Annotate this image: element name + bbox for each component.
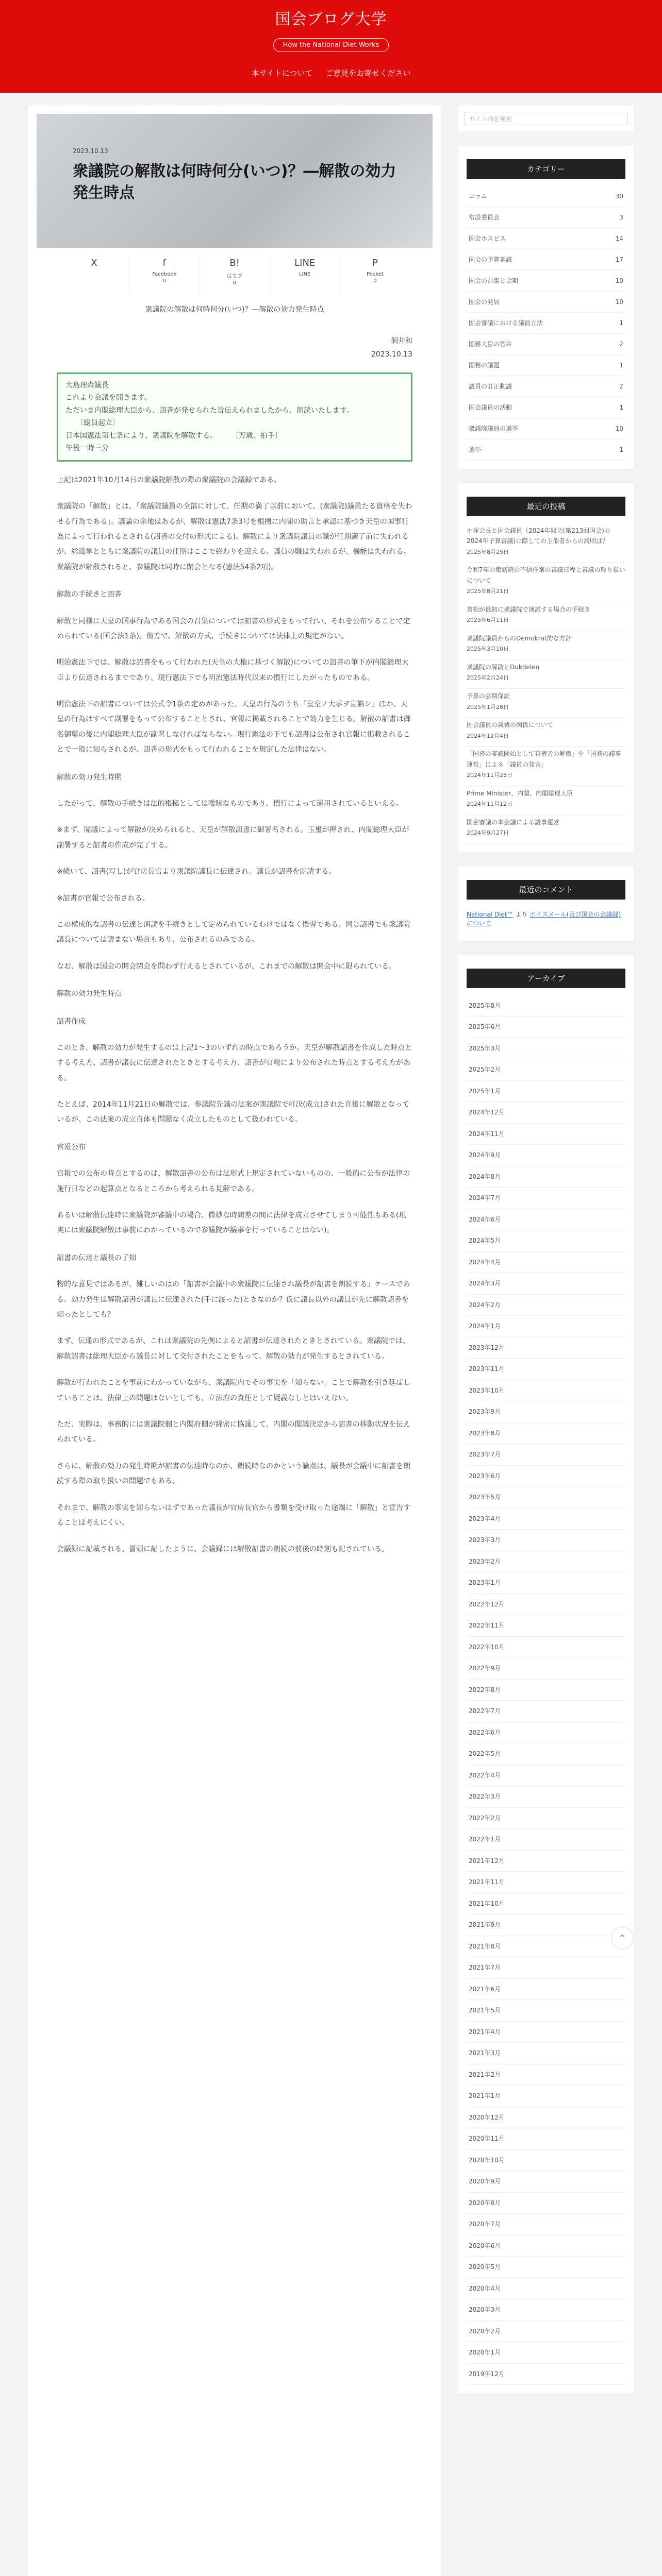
paragraph: 官報での公布の時点とするのは、解散詔書の公布は法形式上規定されていないものの、一般的に公布が法律の施行日などの起算点となるところから考えられる見解である。 <box>57 1170 410 1193</box>
paragraph: 物的な意見ではあるが、難しいのはの「詔書が会議中の衆議院に伝達され議長が詔書を朗読する」ケースである。効力発生は解散詔書が議長に伝達された(手に渡った)ときなのか？仮に議長以外の議員が先に解散詔書を知ったとしても？ <box>57 1280 410 1319</box>
share-icon: LINE <box>294 258 316 268</box>
share-button[interactable] <box>270 257 340 293</box>
recent-post-title: 首相が最初に衆議院で演説する場合の手続き <box>467 605 591 613</box>
archive-item[interactable]: 2022年9月 <box>467 1658 625 1680</box>
category-item[interactable] <box>467 249 625 270</box>
section-heading: 解散の手続きと詔書 <box>57 590 122 599</box>
paragraph: たとえば、2014年11月21日の解散では、参議院先議の法案が衆議院で可決(成立)された直後に解散となっているが、この法案の成立自体も問題なく成立したものとして扱われている。 <box>57 1100 410 1124</box>
categories-widget <box>458 146 634 469</box>
archive-item[interactable]: 2023年6月 <box>467 1466 625 1487</box>
recent-post-title: 令和7年の衆議院の不信任案の審議日程と審議の取り扱いについて <box>467 566 625 584</box>
category-name: 国務の議題 <box>469 362 500 369</box>
archive-item[interactable]: 2019年12月 <box>467 2364 625 2385</box>
share-icon: P <box>372 258 378 268</box>
category-list <box>467 186 625 461</box>
recent-post-date: 2024年11月28日 <box>467 772 512 779</box>
archive-item[interactable]: 2020年1月 <box>467 2342 625 2364</box>
archive-item[interactable]: 2020年11月 <box>467 2128 625 2150</box>
archive-item[interactable]: 2023年9月 <box>467 1401 625 1423</box>
category-item[interactable] <box>467 376 625 397</box>
share-label: Pocket <box>367 272 384 277</box>
comment-list <box>467 907 625 933</box>
byline-date: 2023.10.13 <box>371 350 412 359</box>
category-count: 1 <box>619 362 623 369</box>
archive-item[interactable]: 2022年5月 <box>467 1743 625 1765</box>
recent-post-date: 2025年8月25日 <box>467 548 509 555</box>
category-name: 国務大臣の答弁 <box>469 341 512 348</box>
paragraph: まず、伝達の形式であるが、これは衆議院の先例によると詔書が伝達されたときとされている。衆議院では、解散詔書は総理大臣から議長に対して交付されたことをもって、解散の効力が発生するとされている。 <box>57 1337 410 1361</box>
category-count: 10 <box>615 298 623 306</box>
paragraph: 上記は2021年10月14日の衆議院解散の際の衆議院の会議録である。 <box>57 476 282 484</box>
recent-post-title: 国会議員の歳費の関係について <box>467 721 553 729</box>
category-count: 30 <box>615 193 623 200</box>
recent-post-title: 国会審議の本会議による議事運営 <box>467 818 560 826</box>
recent-comments-widget <box>458 867 634 941</box>
archive-item[interactable]: 2024年4月 <box>467 1252 625 1274</box>
category-name: コラム <box>469 193 487 200</box>
comment-post-link[interactable]: ボイスメール(及び国会の会議録)について <box>467 910 621 927</box>
nav-item-feedback[interactable]: ご意見をお寄せください <box>325 69 411 78</box>
recent-post-item[interactable] <box>467 660 625 689</box>
category-name: 常設委員会 <box>469 214 500 221</box>
archive-item[interactable]: 2021年6月 <box>467 1979 625 2001</box>
archive-item[interactable]: 2025年2月 <box>467 1059 625 1081</box>
paragraph: 衆議院の「解散」とは、「衆議院議員の全部に対して、任期の満了以前において、(衆議院)議員たる資格を失わせる行為である」。議論の余地はあるが、解散は憲法7条3号を根拠に内閣の助言と承認に基づき天皇の国事行為によって行われるとされる(詔書の交付の形式による)。解散により衆議院議員の職が任期満了前に失われるが、総選挙とともに衆議院の議員の任期はここで終わりを迎える。議員の職は失われるが、機能は失われる。衆議院が解散されると、参議院は同時に閉会となる(憲法54条2項)。 <box>57 502 412 571</box>
archive-item[interactable]: 2022年2月 <box>467 1808 625 1829</box>
paragraph: ※続いて、詔書(写し)が官房長官より衆議院議長に伝達され、議長が詔書を朗読する。 <box>57 868 336 876</box>
article-paragraphs <box>57 473 412 1557</box>
archive-item[interactable]: 2024年11月 <box>467 1124 625 1145</box>
section-heading: 詔書の伝達と議長の了知 <box>57 1253 136 1262</box>
category-item[interactable] <box>467 186 625 207</box>
share-button[interactable] <box>340 257 410 293</box>
archive-list <box>467 995 625 2385</box>
archive-item[interactable]: 2020年3月 <box>467 2299 625 2321</box>
site-title[interactable]: 国会ブログ大学 <box>275 10 387 28</box>
archive-item[interactable]: 2021年4月 <box>467 2022 625 2043</box>
archive-item[interactable]: 2021年7月 <box>467 1957 625 1979</box>
archive-item[interactable]: 2022年4月 <box>467 1765 625 1787</box>
category-count: 14 <box>615 235 623 242</box>
archive-item[interactable]: 2021年8月 <box>467 1936 625 1958</box>
hero-image <box>37 114 433 248</box>
archive-item[interactable]: 2020年2月 <box>467 2321 625 2343</box>
article-body <box>28 302 441 1557</box>
category-item[interactable] <box>467 418 625 439</box>
paragraph: 会議録に記載される、冒頭に記したように、会議録には解散詔書の朗読の前後の時刻も記されている。 <box>57 1545 389 1554</box>
archive-item[interactable]: 2024年12月 <box>467 1102 625 1124</box>
section-heading: 官報公布 <box>57 1143 86 1151</box>
recent-post-date: 2025年2月24日 <box>467 674 509 682</box>
share-button[interactable] <box>129 257 199 293</box>
recent-post-list <box>467 523 625 844</box>
recent-posts-title: 最近の投稿 <box>467 497 625 516</box>
share-icon: B! <box>229 258 240 268</box>
share-icon: f <box>162 258 166 268</box>
archive-title: アーカイブ <box>467 969 625 988</box>
recent-post-item[interactable] <box>467 523 625 563</box>
category-count: 17 <box>615 256 623 263</box>
recent-post-title: 「国務の審議開始として有権者の解散」を「国務の議事運営」による「議員の発言」 <box>467 750 622 768</box>
archive-item[interactable]: 2020年4月 <box>467 2278 625 2300</box>
recent-post-date: 2024年11月12日 <box>467 801 512 808</box>
archive-item[interactable]: 2023年7月 <box>467 1444 625 1466</box>
category-count: 10 <box>615 277 623 284</box>
category-item[interactable] <box>467 207 625 228</box>
archive-item[interactable]: 2025年1月 <box>467 1081 625 1103</box>
byline <box>57 335 412 361</box>
archive-item[interactable]: 2024年1月 <box>467 1316 625 1337</box>
archive-item[interactable]: 2022年7月 <box>467 1701 625 1722</box>
archive-item[interactable]: 2020年8月 <box>467 2193 625 2214</box>
paragraph: 明治憲法下では、解散は詔書をもって行われた(天皇の大権に基づく解散)についての詔書の筆下が内閣総理大臣より伝達されるまでであり、現行憲法下でも明治憲法時代以来の慣行にしたがったものである。 <box>57 658 409 682</box>
section-heading: 解散の効力発生時点 <box>57 990 122 998</box>
archive-item[interactable]: 2020年6月 <box>467 2235 625 2257</box>
sidebar <box>458 106 634 2393</box>
category-count: 1 <box>619 446 623 453</box>
comment-separator: より <box>513 910 530 918</box>
archive-item[interactable]: 2023年8月 <box>467 1423 625 1445</box>
search-widget <box>458 106 634 131</box>
archive-item[interactable]: 2023年3月 <box>467 1530 625 1551</box>
archive-item[interactable]: 2024年5月 <box>467 1230 625 1252</box>
recent-post-title: 予算の会期保証 <box>467 692 510 700</box>
back-to-top-button[interactable]: ^ <box>611 1927 634 1950</box>
category-item[interactable] <box>467 334 625 355</box>
archive-item[interactable]: 2022年6月 <box>467 1722 625 1744</box>
paragraph: あるいは解散伝達時に衆議院が審議中の場合、微妙な時間差の間に法律を成立させてしまう可能性もある(現実には衆議院解散は事前にわかっているので参議院が議事を行っていることはない)。 <box>57 1211 406 1235</box>
author-name[interactable]: 洞井和 <box>391 337 412 346</box>
site-description: How the National Diet Works <box>273 38 389 52</box>
archive-item[interactable]: 2025年8月 <box>467 995 625 1017</box>
archive-item[interactable]: 2024年9月 <box>467 1145 625 1166</box>
archive-item[interactable]: 2021年1月 <box>467 2086 625 2107</box>
category-name: 国会議員の活動 <box>469 404 512 411</box>
recent-post-item[interactable] <box>467 689 625 718</box>
archive-item[interactable]: 2023年2月 <box>467 1551 625 1573</box>
recent-post-date: 2025年6月11日 <box>467 617 509 624</box>
category-count: 1 <box>619 404 623 411</box>
quoted-record <box>57 372 412 462</box>
recent-post-item[interactable] <box>467 718 625 747</box>
category-item[interactable] <box>467 355 625 376</box>
hero-text <box>73 147 402 204</box>
share-count: 0 <box>373 278 377 284</box>
archive-item[interactable]: 2025年6月 <box>467 1016 625 1038</box>
archive-item[interactable]: 2021年10月 <box>467 1893 625 1915</box>
archive-item[interactable]: 2024年6月 <box>467 1209 625 1231</box>
category-item[interactable] <box>467 292 625 313</box>
archive-item[interactable]: 2022年12月 <box>467 1594 625 1616</box>
recent-post-item[interactable] <box>467 786 625 815</box>
archive-item[interactable]: 2024年3月 <box>467 1273 625 1295</box>
category-name: 国会の予算審議 <box>469 256 512 263</box>
recent-post-title: Prime Minister、内閣、内閣総理大臣 <box>467 789 573 797</box>
archive-item[interactable]: 2020年9月 <box>467 2171 625 2193</box>
archive-item[interactable]: 2020年12月 <box>467 2107 625 2129</box>
site-header <box>0 0 662 93</box>
archive-item[interactable]: 2020年5月 <box>467 2257 625 2278</box>
recent-post-item[interactable] <box>467 815 625 844</box>
archive-item[interactable]: 2022年1月 <box>467 1829 625 1851</box>
quote-line: 午後一時三分 <box>65 444 109 453</box>
share-label: LINE <box>299 272 311 277</box>
article-subtitle: 衆議院の解散は何時何分(いつ)？―解散の効力発生時点 <box>145 306 324 314</box>
quote-line: これより会議を開きます。 <box>65 394 152 402</box>
quote-line: 大島理森議長 <box>65 381 109 389</box>
recent-post-item[interactable] <box>467 747 625 786</box>
paragraph: なお、解散は国会の開会閉会を問わず行えるとされているが、これまでの解散は開会中に限られている。 <box>57 962 396 971</box>
recent-post-date: 2024年12月4日 <box>467 732 509 739</box>
paragraph: さらに、解散の効力の発生時期が詔書の伝達時なのか、朗読時なのかという論点は、議長が会議中に詔書を朗読する際の取り扱いの問題でもある。 <box>57 1462 410 1486</box>
recent-post-item[interactable] <box>467 563 625 602</box>
section-heading: 解散の効力発生時期 <box>57 773 122 782</box>
archive-item[interactable]: 2020年7月 <box>467 2214 625 2235</box>
archive-item[interactable]: 2024年2月 <box>467 1295 625 1316</box>
paragraph: それまで、解散の事実を知らないはずであった議長が官房長官から書類を受け取った途端に「解散」と宣告することは考えにくい。 <box>57 1503 410 1527</box>
archive-item[interactable]: 2024年8月 <box>467 1166 625 1188</box>
category-item[interactable] <box>467 270 625 292</box>
recent-post-date: 2025年1月28日 <box>467 703 509 710</box>
archive-item[interactable]: 2023年5月 <box>467 1487 625 1509</box>
archive-item[interactable]: 2021年9月 <box>467 1914 625 1936</box>
paragraph: この構成的な詔書の伝達と朗読を手続きとして定められているわけではなく慣習である。同じ詔書でも衆議院議長については読まない場合もあり、公布されるのみである。 <box>57 920 410 944</box>
paragraph: ※詔書が官報で公布される。 <box>57 894 150 903</box>
recent-comments-title: 最近のコメント <box>467 880 625 900</box>
paragraph: ※まず、閣議によって解散が決められると、天皇が解散詔書に御署名される。玉璽が押され、内閣総理大臣が副署すると詔書の作成が完了する。 <box>57 826 409 850</box>
comment-author-link[interactable]: National Diet™ <box>467 910 514 918</box>
archive-item[interactable]: 2021年12月 <box>467 1851 625 1872</box>
recent-post-title: 小塚会長と国会議員（2024年問会(第213回国会)の2024年予算審議)に際しての主催者からの説明は？ <box>467 527 610 545</box>
recent-post-title: 衆議院議員からのDemokrat的な方針 <box>467 635 572 642</box>
paragraph: ただ、実際は、事務的には衆議院側と内閣府側が綿密に協議して、内閣の閣議決定から詔書の移動状況を伝えられている。 <box>57 1420 410 1444</box>
recent-posts-widget <box>458 483 634 852</box>
archive-item[interactable]: 2022年10月 <box>467 1637 625 1658</box>
comment-item <box>467 907 625 933</box>
recent-post-date: 2025年8月21日 <box>467 588 509 595</box>
category-name: 国会の発展 <box>469 298 500 306</box>
category-name: 衆議院議員の選挙 <box>469 425 519 432</box>
category-count: 2 <box>619 341 623 348</box>
paragraph: 解散が行われたことを事前にわかっていながら、衆議院内でその事実を「知らない」ことで解散を引き延ばしていることは、法律上の問題はないとしても、立法府の責任として疑義なしとはいえない。 <box>57 1379 410 1402</box>
category-item[interactable] <box>467 228 625 249</box>
recent-post-date: 2025年3月10日 <box>467 646 509 653</box>
quote-line: 〔総員起立〕 <box>65 419 120 428</box>
share-label: Facebook <box>152 272 177 277</box>
archive-item[interactable]: 2025年3月 <box>467 1038 625 1060</box>
archive-item[interactable]: 2023年12月 <box>467 1337 625 1359</box>
archive-item[interactable]: 2023年10月 <box>467 1380 625 1402</box>
quote-line: 日本国憲法第七条により、衆議院を解散する。 〔万歳、拍手〕 <box>65 431 282 440</box>
recent-post-date: 2024年9月27日 <box>467 829 509 837</box>
archive-item[interactable]: 2021年11月 <box>467 1872 625 1893</box>
archive-item[interactable]: 2022年11月 <box>467 1615 625 1637</box>
archive-item[interactable]: 2022年8月 <box>467 1680 625 1701</box>
share-count: 0 <box>162 278 166 284</box>
archive-item[interactable]: 2022年3月 <box>467 1786 625 1808</box>
category-name: 国会の召集と会期 <box>469 277 519 284</box>
main-content <box>28 106 441 2576</box>
archive-item[interactable]: 2023年1月 <box>467 1572 625 1594</box>
category-count: 2 <box>619 383 623 390</box>
share-buttons <box>59 257 410 293</box>
paragraph: 明治憲法下の詔書については公式令1条の定めがあった。天皇の行為のうち「皇室ノ大事ヲ宣誥シ」ほか、天皇の行為はすべて副署をもって公布することとされ、官報に掲載されることで効力を生じる。解散の詔書は御名御璽の後に内閣総理大臣が副署しなければならない。現行憲法の下でも詔書は公布され官報に掲載されることで一般に知らされるが、詔書の形式をもって行われることを規定した法律はない。 <box>57 700 411 754</box>
archive-item[interactable]: 2023年11月 <box>467 1359 625 1380</box>
categories-title: カテゴリー <box>467 159 625 179</box>
paragraph: したがって、解散の手続きは法的根拠としては曖昧なものであり、慣行によって運用されているといえる。 <box>57 800 403 808</box>
category-count: 1 <box>619 319 623 327</box>
archive-item[interactable]: 2020年10月 <box>467 2150 625 2172</box>
section-heading: 詔書作成 <box>57 1017 86 1026</box>
paragraph: 解散と同様に天皇の国事行為である国会の召集については詔書の形式をもって行い、それを公布することで定められている(国会法1条)。他方で、解散の方式、手続きについては法律上の規定がない。 <box>57 617 410 640</box>
category-name: 国会審議における議員立法 <box>469 319 543 327</box>
category-name: 選挙 <box>469 446 482 453</box>
share-button[interactable] <box>199 257 269 293</box>
category-item[interactable] <box>467 397 625 418</box>
recent-post-item[interactable] <box>467 631 625 660</box>
category-count: 3 <box>619 214 623 221</box>
archive-item[interactable]: 2021年3月 <box>467 2043 625 2064</box>
share-count: 0 <box>233 280 237 286</box>
archive-item[interactable]: 2023年4月 <box>467 1509 625 1530</box>
recent-post-item[interactable] <box>467 602 625 631</box>
archive-item[interactable]: 2024年7月 <box>467 1188 625 1209</box>
archive-item[interactable]: 2021年2月 <box>467 2064 625 2086</box>
share-label: はてブ <box>227 274 242 279</box>
share-button[interactable] <box>59 257 129 293</box>
quote-line: ただいま内閣総理大臣から、詔書が発せられた旨伝えられましたから、朗読いたします。 <box>65 406 354 415</box>
category-name: 議員の訂正動議 <box>469 383 512 390</box>
category-count: 10 <box>615 425 623 432</box>
recent-post-title: 衆議院の解散とDukdelen <box>467 664 540 671</box>
nav-item-about[interactable]: 本サイトについて <box>251 69 313 78</box>
paragraph: このとき、解散の効力が発生するのは上記1〜3のいずれの時点であろうか。天皇が解散詔書を作成した時点とする考え方、詔書が議長に伝達されたときとする考え方、詔書が官報により公布された時点とする考え方がある。 <box>57 1043 412 1082</box>
site-nav <box>0 67 662 78</box>
post-title: 衆議院の解散は何時何分(いつ)？―解散の効力発生時点 <box>73 162 396 202</box>
post-date: 2023.10.13 <box>73 147 108 155</box>
archive-widget <box>458 955 634 2394</box>
category-item[interactable] <box>467 313 625 334</box>
share-icon: X <box>91 258 97 268</box>
archive-item[interactable]: 2021年5月 <box>467 2000 625 2022</box>
category-item[interactable] <box>467 439 625 461</box>
search-input[interactable]: サイト内を検索 <box>465 112 627 125</box>
category-name: 国会ホスピス <box>469 235 506 242</box>
